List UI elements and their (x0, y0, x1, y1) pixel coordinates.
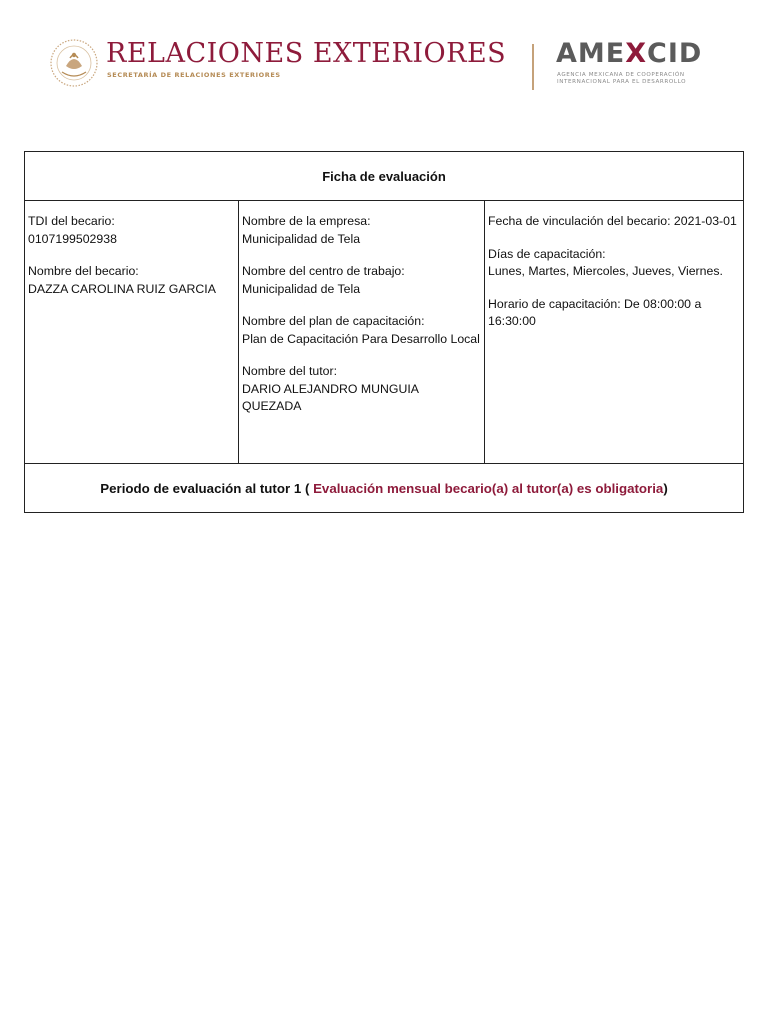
amexcid-logo (556, 38, 702, 69)
amexcid-suffix: CID (647, 38, 703, 69)
horario-capacitacion: Horario de capacitación: De 08:00:00 a 16:30:00 (488, 296, 702, 328)
tutor-value: DARIO ALEJANDRO MUNGUIA QUEZADA (242, 381, 419, 413)
dias-label: Días de capacitación: (488, 246, 606, 261)
tdi-label: TDI del becario: (28, 214, 115, 228)
evaluation-period-row (25, 464, 744, 513)
plan-label: Nombre del plan de capacitación: (242, 314, 425, 328)
page-header (0, 0, 768, 110)
horario-block (488, 296, 740, 331)
empresa-label: Nombre de la empresa: (242, 214, 371, 228)
becario-label: Nombre del becario: (28, 264, 139, 278)
tdi-value: 0107199502938 (28, 231, 117, 246)
becario-block (28, 263, 235, 298)
amexcid-prefix: AME (556, 38, 626, 69)
mexican-coat-of-arms-icon (48, 38, 100, 88)
tdi-block (28, 213, 235, 248)
dias-value: Lunes, Martes, Miercoles, Jueves, Viernes. (488, 264, 723, 278)
amexcid-x: X (625, 38, 648, 69)
empresa-block (242, 213, 481, 248)
header-divider (532, 44, 534, 90)
evaluation-form-table (24, 151, 744, 513)
amexcid-subtitle (557, 72, 727, 86)
form-title: Ficha de evaluación (25, 152, 744, 201)
amexcid-subtitle-line1: AGENCIA MEXICANA DE COOPERACIÓN (557, 72, 685, 78)
dias-block (488, 246, 740, 281)
empresa-value: Municipalidad de Tela (242, 231, 361, 246)
centro-block (242, 263, 481, 298)
amexcid-subtitle-line2: INTERNACIONAL PARA EL DESARROLLO (557, 79, 687, 85)
plan-block (242, 313, 481, 348)
fecha-block (488, 213, 740, 231)
period-mandatory-note: Evaluación mensual becario(a) al tutor(a) es obligatoria (313, 480, 664, 496)
fecha-vinculacion: Fecha de vinculación del becario: 2021-03-01 (488, 214, 737, 228)
empresa-info-cell (239, 201, 485, 464)
schedule-info-cell (485, 201, 744, 464)
period-suffix: ) (663, 480, 668, 496)
centro-label: Nombre del centro de trabajo: (242, 264, 405, 278)
becario-info-cell (25, 201, 239, 464)
centro-value: Municipalidad de Tela (242, 281, 361, 296)
becario-value: DAZZA CAROLINA RUIZ GARCIA (28, 281, 216, 296)
tutor-block (242, 363, 481, 416)
period-prefix: Periodo de evaluación al tutor 1 ( (100, 480, 314, 496)
sre-title: RELACIONES EXTERIORES (106, 38, 507, 69)
sre-subtitle: SECRETARÍA DE RELACIONES EXTERIORES (107, 71, 281, 79)
plan-value: Plan de Capacitación Para Desarrollo Local (242, 331, 480, 346)
tutor-label: Nombre del tutor: (242, 364, 338, 378)
